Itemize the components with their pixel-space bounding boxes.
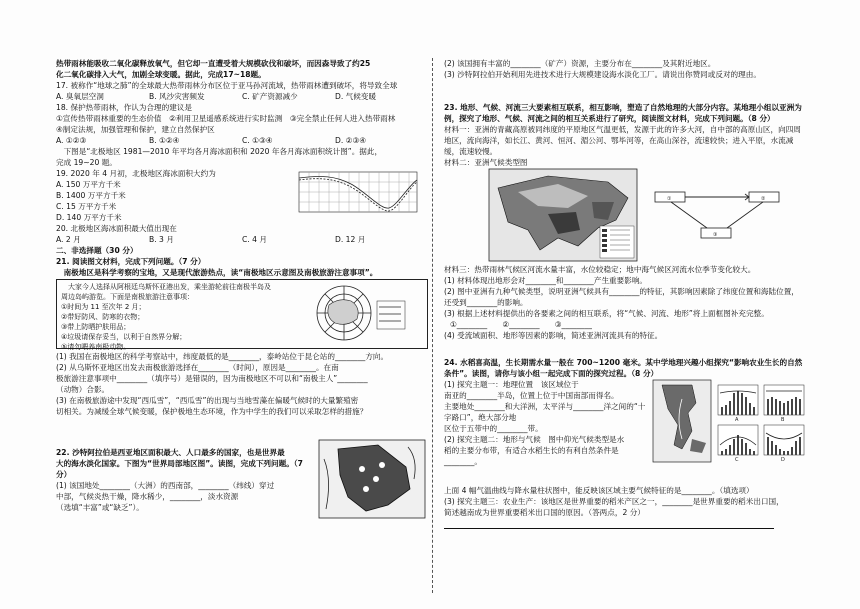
q19-option-a: A. 150 万平方千米 (56, 180, 121, 189)
q24-sub-8: (3) 探究主题三：农业生产：该地区是世界重要的稻米产区之一，________是世界重要的稻米出口国， (444, 497, 784, 506)
q20-text: 20. 北极地区海冰面积最大值出现在 (56, 224, 177, 233)
q22-answer-space (444, 80, 806, 102)
column-divider (432, 58, 434, 593)
q24-sub-7: 上面 4 幅气温曲线与降水量柱状图中，能反映该区域主要气候特征的是________。（填选项） (444, 486, 754, 495)
q20-option-d: D. 12 月 (335, 235, 366, 244)
q22-head-2: 大的海水淡化国家。下图为“世界局部地区图”。读图，完成下列问题。（7 分） (56, 459, 303, 479)
q23-answer-space (444, 341, 806, 357)
q17-option-b: B. 风沙灾害频发 (149, 92, 205, 101)
q20-options (56, 234, 428, 245)
svg-text:①: ① (667, 196, 672, 202)
q24-block (444, 379, 806, 485)
q24-sub-9: 简述越南成为世界重要稻米出口国的原因。（答两点，2 分） (444, 508, 645, 517)
q19-q20-block (56, 168, 428, 234)
q18-item-1: ①宣传热带雨林重要的生态价值 ②利用卫星遥感系统进行实时监测 ③完全禁止任何人进入热带雨林 (56, 114, 396, 123)
q23-sub-3: (3) 根据上述材料提供出的各要素之间的相互联系，将“气候、河流、地形”将上面框图补充完整。 (444, 309, 769, 318)
q17-option-c: C. 矿产资源减少 (242, 92, 298, 101)
q21-sub-5: (3) 在南极旅游途中发现“西瓜雪”，“西瓜雪”的出现与当地雪藻在偏暖气候时的大量繁殖密 (56, 396, 359, 405)
climate-chart-label-d: D (781, 457, 785, 463)
q24-sub-4: 区位于五带中的________带。 (444, 424, 543, 433)
q21-box-line-6: ⑤请勿喂养南极动物。 (61, 343, 131, 351)
q22-sub-1: (1) 该国地处________（大洲）的西南部，________（纬线）穿过 (56, 481, 275, 490)
q21-sub-1: (1) 我国在南极地区的科学考察站中，纬度最低的是________，泰岭站位于昆仑站的________方向。 (56, 352, 389, 361)
right-column (444, 58, 806, 529)
q19-option-b: B. 1400 万平方千米 (56, 191, 126, 200)
q22-head-1: 22. 沙特阿拉伯是西亚地区面积最大、人口最多的国家，也是世界最 (56, 448, 285, 457)
q22-sub-3: （选填“丰富”或“缺乏”）。 (56, 503, 144, 512)
q19-intro-1: 下图是“北极地区 1981—2010 年平均各月海冰面积和 2020 年各月海冰面积统计图”。据此， (56, 147, 383, 156)
q24-sub-2: 南亚的________半岛，位置上位于中国南部而得名。 (444, 391, 619, 400)
q21-sub-4: （动物）合影。 (56, 385, 110, 394)
q22-sub-4: (2) 该国拥有丰富的________（矿产）资源，主要分布在________及其附近地区。 (444, 59, 716, 68)
q22-sub-5: (3) 沙特阿拉伯开始利用先进技术进行大规模建设海水淡化工厂。请说出你赞同或反对的理由。 (444, 70, 761, 79)
svg-text:③: ③ (713, 232, 718, 238)
q20-option-c: C. 4 月 (242, 235, 267, 244)
q21-sub-6: 切相关。为减缓全球气候变暖，保护极地生态环境，作为中学生的我们可以采取怎样的措施？ (56, 407, 368, 416)
q21-sub-2: (2) 从乌斯怀亚地区出发去南极旅游选择在________（时间），原因是________。在南 (56, 363, 339, 372)
q17-option-d: D. 气候变暖 (335, 92, 377, 101)
q22-sub-2: 中部，气候炎热干燥，降水稀少，________，淡水资源 (56, 492, 239, 501)
q21-sub-3: 极旅游注意事项中________（填序号）是错误的，因为南极地区不可以和“南极主人”________ (56, 374, 368, 383)
q23-material-2: 材料二：亚洲气候类型图 (444, 158, 528, 167)
q17-option-a: A. 臭氧层空洞 (56, 92, 104, 101)
saudi-arabia-map (318, 439, 426, 519)
q24-sub-6: 稻的主要分布带，有适合水稻生长的有利自然条件是________。 (444, 446, 619, 466)
q24-sub-5: (2) 探究主题二：地形与气候 图中仰光气候类型是水 (444, 435, 625, 444)
q21-desc: 南极地区是科学考察的宝地，又是现代旅游热点，读“南极地区示意图及南极旅游注意事项”。 (56, 268, 378, 277)
relationship-diagram (649, 186, 789, 244)
q19-option-c: C. 15 万平方千米 (56, 202, 117, 211)
q18-option-b: B. ①②④ (149, 136, 180, 145)
q24-sub-3: 主要地处________和大洋洲，太平洋与________洋之间的“十字路口”，绝大部分地 (444, 402, 646, 422)
q21-box-line-4: ③带上防晒护肤用品； (61, 323, 131, 331)
q24-answer-line[interactable] (444, 528, 774, 529)
q17-text: 17. 被称作“地球之肺”的全球最大热带雨林分布区位于亚马孙河流域，热带雨林遭到破坏，将导致全球 (56, 81, 398, 90)
q19-option-d: D. 140 万平方千米 (56, 213, 122, 222)
q23-figures (444, 168, 806, 264)
q19-intro-2: 完成 19~20 题。 (56, 158, 117, 167)
q18-item-2: ④制定法规，加强管理和保护，建立自然保护区 (56, 125, 215, 134)
antarctica-map (289, 283, 409, 343)
q20-option-b: B. 3 月 (149, 235, 174, 244)
q23-material-1: 材料一：亚洲的青藏高原被同纬度的平原地区气温更低，发源于此的许多大河，自中部的高原山区，向四周地区，流向海洋，如长江、黄河、恒河、湄公河、鄂毕河等，在高山深谷，流速较快；进入平原，水流减缓，流速较慢。 (444, 125, 801, 156)
section-2-heading: 二、非选择题（30 分） (56, 246, 138, 255)
q21-material-box (56, 279, 428, 349)
southeast-asia-map (652, 379, 712, 463)
left-column (56, 58, 428, 531)
q21-box-line-5: ④垃圾请保存妥当，以利于自然界分解； (61, 333, 187, 341)
asia-climate-map (488, 168, 638, 262)
intro-line-2: 化二氧化碳排入大气，加剧全球变暖。据此，完成17~18题。 (56, 70, 266, 79)
q23-sub-5: (4) 受流域面积、地形等因素的影响，简述亚洲河流具有的特征。 (444, 331, 663, 340)
q20-option-a: A. 2 月 (56, 235, 81, 244)
climate-charts (716, 379, 806, 463)
q22-block (56, 447, 428, 531)
q21-box-line-2: ①时间为 11 至次年 2 月； (61, 303, 146, 311)
q23-sub-4: ①________ ②________ ③________ (450, 320, 592, 329)
q24-sub-1: (1) 探究主题一：地理位置 该区域位于 (444, 380, 579, 389)
q18-option-a: A. ①②③ (56, 136, 87, 145)
q21-head: 21. 阅读图文材料，完成下列问题。（7 分） (56, 257, 206, 266)
q18-option-d: D. ②③④ (335, 136, 367, 145)
svg-text:②: ② (761, 196, 766, 202)
q21-box-line-1: 大家今人选择从阿根廷乌斯怀亚港出发，乘坐游轮前往南极半岛及周边岛屿游览。下面是南极旅游注意事项： (61, 283, 271, 301)
q17-options (56, 91, 428, 102)
climate-chart-label-b: B (781, 417, 785, 423)
q19-text: 19. 2020 年 4 月初，北极地区海冰面积大约为 (56, 169, 216, 178)
climate-chart-label-c: C (735, 457, 739, 463)
intro-line-1: 热带雨林能吸收二氧化碳释放氧气，但它却一直遭受着大规模砍伐和破坏，而因森导致了约25 (56, 59, 371, 68)
q23-sub-1: (1) 材料体现出地形会对________和________产生重要影响。 (444, 276, 648, 285)
climate-chart-label-a: A (735, 417, 739, 423)
q23-sub-2: (2) 图中亚洲有九种气候类型，说明亚洲气候具有________的特征，其影响因素除了纬度位置和海陆位置，还受到________的影响。 (444, 287, 799, 307)
q18-text: 18. 保护热带雨林，作认为合理的建议是 (56, 103, 192, 112)
q21-box-line-3: ②带好防风、防寒的衣物； (61, 313, 145, 321)
q24-head: 24. 水稻喜高温，生长期需水量一般在 700~1200 毫米。某中学地理兴趣小组探究“影响农业生长的自然条件”。读图，请你与该小组一起完成下面的探究过程。（8 分） (444, 358, 803, 378)
q18-options (56, 135, 428, 146)
sea-ice-chart (291, 170, 421, 222)
q23-head: 23. 地形、气候、河流三大要素相互联系，相互影响，塑造了自然地理的大部分内容。某地理小组以亚洲为例，探究了地形、气候、河流之间的相互关系进行了研究，阅读图文材料，完成下列问题。（8 分） (444, 103, 802, 123)
q18-option-c: C. ①③④ (242, 136, 273, 145)
q23-material-3: 材料三：热带雨林气候区河流水量丰富，水位较稳定；地中海气候区河流水位季节变化较大。 (444, 265, 756, 274)
